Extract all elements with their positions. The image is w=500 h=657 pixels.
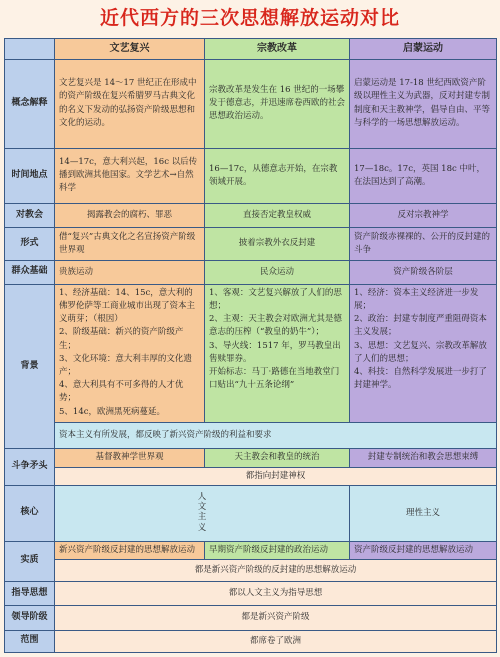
row-guiding xyxy=(5,582,497,606)
header-row xyxy=(5,39,497,60)
mass-reformation: 民众运动 xyxy=(205,260,350,284)
bg-ren-5: 5、14c，欧洲黑死病蔓延。 xyxy=(59,406,165,417)
essence-renaissance: 新兴资产阶级反封建的思想解放运动 xyxy=(55,541,205,559)
mass-renaissance: 贵族运动 xyxy=(55,260,205,284)
form-renaissance: 借“复兴”古典文化之名宣扬资产阶级世界观 xyxy=(55,228,205,260)
row-conflict-common xyxy=(5,467,497,485)
core-left-text: 人文主义 xyxy=(197,491,207,533)
bg-ren-1: 1、经济基础：14、15c，意大利的佛罗伦萨等工商业城市出现了资本主义萌芽；（根因） xyxy=(59,287,196,325)
bg-ref-2: 2、主观：天主教会对欧洲尤其是德意志的压榨（“教皇的奶牛”）； xyxy=(209,314,342,338)
label-church: 对教会 xyxy=(5,204,55,228)
label-leader: 领导阶级 xyxy=(5,606,55,630)
header-renaissance: 文艺复兴 xyxy=(55,39,205,60)
header-enlightenment: 启蒙运动 xyxy=(350,39,497,60)
bg-ren-3: 3、文化环境：意大利丰厚的文化遗产； xyxy=(59,353,192,377)
row-mass xyxy=(5,260,497,284)
label-mass: 群众基础 xyxy=(5,260,55,284)
essence-common: 都是新兴资产阶级的反封建的思想解放运动 xyxy=(55,559,497,581)
background-renaissance xyxy=(55,284,205,422)
row-concept xyxy=(5,59,497,148)
header-reformation: 宗教改革 xyxy=(205,39,350,60)
time-enlightenment: 17—18c。17c，英国 18c 中叶，在法国达到了高潮。 xyxy=(350,148,497,204)
label-background: 背景 xyxy=(5,284,55,448)
conflict-renaissance: 基督教神学世界观 xyxy=(55,449,205,467)
row-form xyxy=(5,228,497,260)
row-scope xyxy=(5,630,497,652)
row-conflict xyxy=(5,449,497,467)
row-essence xyxy=(5,541,497,559)
bg-ref-1: 1、客观：文艺复兴解放了人们的思想； xyxy=(209,287,342,312)
label-form: 形式 xyxy=(5,228,55,260)
church-reformation: 直接否定教皇权威 xyxy=(205,204,350,228)
row-church xyxy=(5,204,497,228)
time-renaissance: 14—17c，意大利兴起，16c 以后传播到欧洲其他国家。文学艺术→自然科学 xyxy=(55,148,205,204)
comparison-table xyxy=(4,38,497,653)
scope-value: 都席卷了欧洲 xyxy=(55,630,497,652)
conflict-enlightenment: 封建专制统治和教会思想束缚 xyxy=(350,449,497,467)
label-guiding: 指导思想 xyxy=(5,582,55,606)
guiding-value: 都以人文主义为指导思想 xyxy=(55,582,497,606)
row-essence-common xyxy=(5,559,497,581)
row-time xyxy=(5,148,497,204)
church-enlightenment: 反对宗教神学 xyxy=(350,204,497,228)
mass-enlightenment: 资产阶级各阶层 xyxy=(350,260,497,284)
bg-enl-3: 3、思想：文艺复兴、宗教改革解放了人们的思想； xyxy=(354,340,487,364)
label-conflict: 斗争矛头 xyxy=(5,449,55,486)
label-essence: 实质 xyxy=(5,541,55,582)
bg-enl-1: 1、经济：资本主义经济进一步发展； xyxy=(354,287,479,312)
bg-ren-4: 4、意大利具有不可多得的人才优势； xyxy=(59,380,184,404)
row-background xyxy=(5,284,497,422)
core-right: 理性主义 xyxy=(350,486,497,542)
conflict-common: 都指向封建神权 xyxy=(55,467,497,485)
row-background-common xyxy=(5,423,497,449)
concept-reformation: 宗教改革是发生在 16 世纪的一场攀发于德意志，并迅速席卷西欧的社会思想政治运动。 xyxy=(205,59,350,148)
background-reformation xyxy=(205,284,350,422)
form-reformation: 披着宗教外衣反封建 xyxy=(205,228,350,260)
conflict-reformation: 天主教会和教皇的统治 xyxy=(205,449,350,467)
row-core xyxy=(5,486,497,542)
concept-enlightenment: 启蒙运动是 17-18 世纪西欧资产阶级以理性主义为武器，反对封建专制制度和天主教神学，倡导自由、平等与科学的一场思想解放运动。 xyxy=(350,59,497,148)
label-concept: 概念解释 xyxy=(5,59,55,148)
header-corner xyxy=(5,39,55,60)
label-core: 核心 xyxy=(5,486,55,542)
background-enlightenment xyxy=(350,284,497,422)
form-enlightenment: 资产阶级赤裸裸的、公开的反封建的斗争 xyxy=(350,228,497,260)
essence-enlightenment: 资产阶级反封建的思想解放运动 xyxy=(350,541,497,559)
leader-value: 都是新兴资产阶级 xyxy=(55,606,497,630)
label-time: 时间地点 xyxy=(5,148,55,204)
concept-renaissance: 文艺复兴是 14～17 世纪正在形成中的资产阶级在复兴希腊罗马古典文化的名义下发动的弘扬资产阶级思想和文化的运动。 xyxy=(55,59,205,148)
bg-ref-4: 开始标志：马丁·路德在当地教堂门口贴出“九十五条论纲” xyxy=(209,367,340,391)
bg-ref-3: 3、导火线：1517 年，罗马教皇出售赎罪券。 xyxy=(209,340,341,364)
essence-reformation: 早期资产阶级反封建的政治运动 xyxy=(205,541,350,559)
core-left xyxy=(55,486,350,542)
church-renaissance: 揭露教会的腐朽、罪恶 xyxy=(55,204,205,228)
background-common: 资本主义有所发展，都反映了新兴资产阶级的利益和要求 xyxy=(55,423,497,449)
row-leader xyxy=(5,606,497,630)
page-title: 近代西方的三次思想解放运动对比 xyxy=(99,7,400,29)
label-scope: 范围 xyxy=(5,630,55,652)
bg-enl-4: 4、科技：自然科学发展进一步打了封建神学。 xyxy=(354,367,487,391)
bg-enl-2: 2、政治：封建专制度严重阻碍资本主义发展； xyxy=(354,314,487,338)
time-reformation: 16—17c，从德意志开始，在宗教领域开展。 xyxy=(205,148,350,204)
bg-ren-2: 2、阶级基础：新兴的资产阶级产生； xyxy=(59,327,184,351)
